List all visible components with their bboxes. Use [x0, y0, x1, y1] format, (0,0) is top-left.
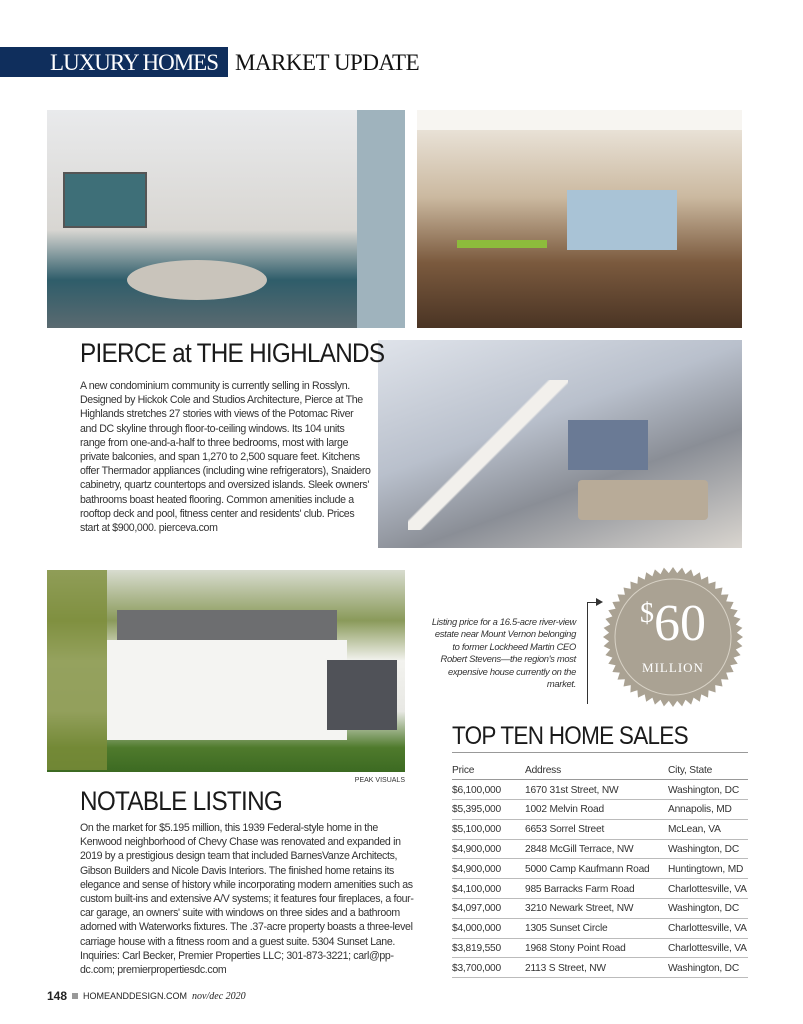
arrow-right-icon	[596, 598, 603, 606]
price-cell: $4,000,000	[452, 918, 525, 938]
address-cell: 1305 Sunset Circle	[525, 918, 668, 938]
address-cell: 985 Barracks Farm Road	[525, 879, 668, 899]
city-state-cell: Washington, DC	[668, 839, 748, 859]
table-row	[452, 918, 748, 938]
table-row	[452, 938, 748, 958]
price-cell: $4,100,000	[452, 879, 525, 899]
city-state-cell: Washington, DC	[668, 958, 748, 978]
address-cell: 1968 Stony Point Road	[525, 938, 668, 958]
price-cell: $5,395,000	[452, 800, 525, 820]
city-state-cell: Annapolis, MD	[668, 800, 748, 820]
top-ten-title: TOP TEN HOME SALES	[452, 722, 688, 750]
seal-unit: MILLION	[642, 660, 704, 675]
pierce-body: A new condominium community is currently selling in Rosslyn. Designed by Hickok Cole and Studios Architecture, Pierce at The Highlands stretches 27 stories with views of the Potomac River and DC skyline through floor-to-ceiling windows. Its 104 units range from one-and-a-half to three bedrooms, most with large private balconies, and span 1,270 to 2,500 square feet. Kitchens offer Thermador appliances (including wine refrigerators), Snaidero cabinetry, quartz countertops and oversized islands. Sleek owners' bathrooms boast heated flooring. Common amenities include a rooftop deck and pool, fitness center and residents' club. Prices start at $900,000. pierceva.com	[80, 380, 371, 535]
table-row	[452, 819, 748, 839]
address-cell: 2113 S Street, NW	[525, 958, 668, 978]
address-cell: 1670 31st Street, NW	[525, 780, 668, 800]
address-cell: 3210 Newark Street, NW	[525, 899, 668, 919]
price-cell: $4,097,000	[452, 899, 525, 919]
city-state-cell: Huntingtown, MD	[668, 859, 748, 879]
table-row	[452, 839, 748, 859]
table-row	[452, 899, 748, 919]
price-cell: $4,900,000	[452, 859, 525, 879]
city-state-cell: McLean, VA	[668, 819, 748, 839]
table-row	[452, 780, 748, 800]
callout-text: Listing price for a 16.5-acre river-view estate near Mount Vernon belonging to former Lockheed Martin CEO Robert Stevens—the region's most expensive house currently on the market.	[431, 616, 576, 690]
footer	[47, 989, 246, 1003]
table-row	[452, 958, 748, 978]
table-row	[452, 879, 748, 899]
table-row	[452, 800, 748, 820]
price-cell: $3,819,550	[452, 938, 525, 958]
address-cell: 2848 McGill Terrace, NW	[525, 839, 668, 859]
city-state-cell: Washington, DC	[668, 899, 748, 919]
address-cell: 5000 Camp Kaufmann Road	[525, 859, 668, 879]
square-bullet-icon	[72, 993, 78, 999]
staircase-living-room-photo	[378, 340, 742, 548]
city-state-cell: Charlottesville, VA	[668, 918, 748, 938]
price-cell: $4,900,000	[452, 839, 525, 859]
photo-credit: PEAK VISUALS	[354, 777, 405, 784]
table-row	[452, 859, 748, 879]
seal-currency: $	[640, 598, 654, 629]
column-header: Address	[525, 760, 668, 780]
notable-listing-body: On the market for $5.195 million, this 1939 Federal-style home in the Kenwood neighborhood of Chevy Chase was renovated and expanded in 2019 by a prestigious design team that included BarnesVanze Architects, Gibson Builders and Nicole Davis Interiors. The finished home retains its elegance and sense of history while incorporating modern amenities such as custom built-ins and extensive A/V systems; it features four fireplaces, a four-car garage, an owners' suite with windows on three sides and a bathroom adorned with Waterworks fixtures. The .37-acre property boasts a three-level carriage house with a fitness room and a guest suite. 5304 Sunset Lane. Inquiries: Carl Becker, Premier Properties LLC; 301-873-3221; carl@pp-dc.com; premierpropertiesdc.com	[80, 822, 414, 977]
page-number: 148	[47, 989, 68, 1003]
divider	[452, 752, 748, 753]
column-header: Price	[452, 760, 525, 780]
seal-amount	[603, 596, 743, 652]
column-header: City, State	[668, 760, 748, 780]
table-header-row	[452, 760, 748, 780]
top-ten-table	[452, 760, 748, 978]
price-cell: $3,700,000	[452, 958, 525, 978]
callout-arrow-line	[587, 602, 588, 704]
city-state-cell: Charlottesville, VA	[668, 879, 748, 899]
issue-date: nov/dec 2020	[192, 990, 246, 1002]
price-cell: $6,100,000	[452, 780, 525, 800]
price-cell: $5,100,000	[452, 819, 525, 839]
notable-listing-title: NOTABLE LISTING	[80, 786, 283, 816]
fitness-center-photo	[417, 110, 742, 328]
federal-style-home-photo	[47, 570, 405, 772]
city-state-cell: Washington, DC	[668, 780, 748, 800]
band-label: LUXURY HOMES	[50, 50, 218, 75]
address-cell: 6653 Sorrel Street	[525, 819, 668, 839]
lobby-photo	[47, 110, 405, 328]
address-cell: 1002 Melvin Road	[525, 800, 668, 820]
seal-number: 60	[654, 595, 706, 652]
site-name: HOMEANDDESIGN.COM	[83, 991, 188, 1001]
section-band	[0, 47, 228, 77]
pierce-title: PIERCE at THE HIGHLANDS	[80, 338, 385, 368]
section-title: MARKET UPDATE	[235, 50, 420, 75]
city-state-cell: Charlottesville, VA	[668, 938, 748, 958]
